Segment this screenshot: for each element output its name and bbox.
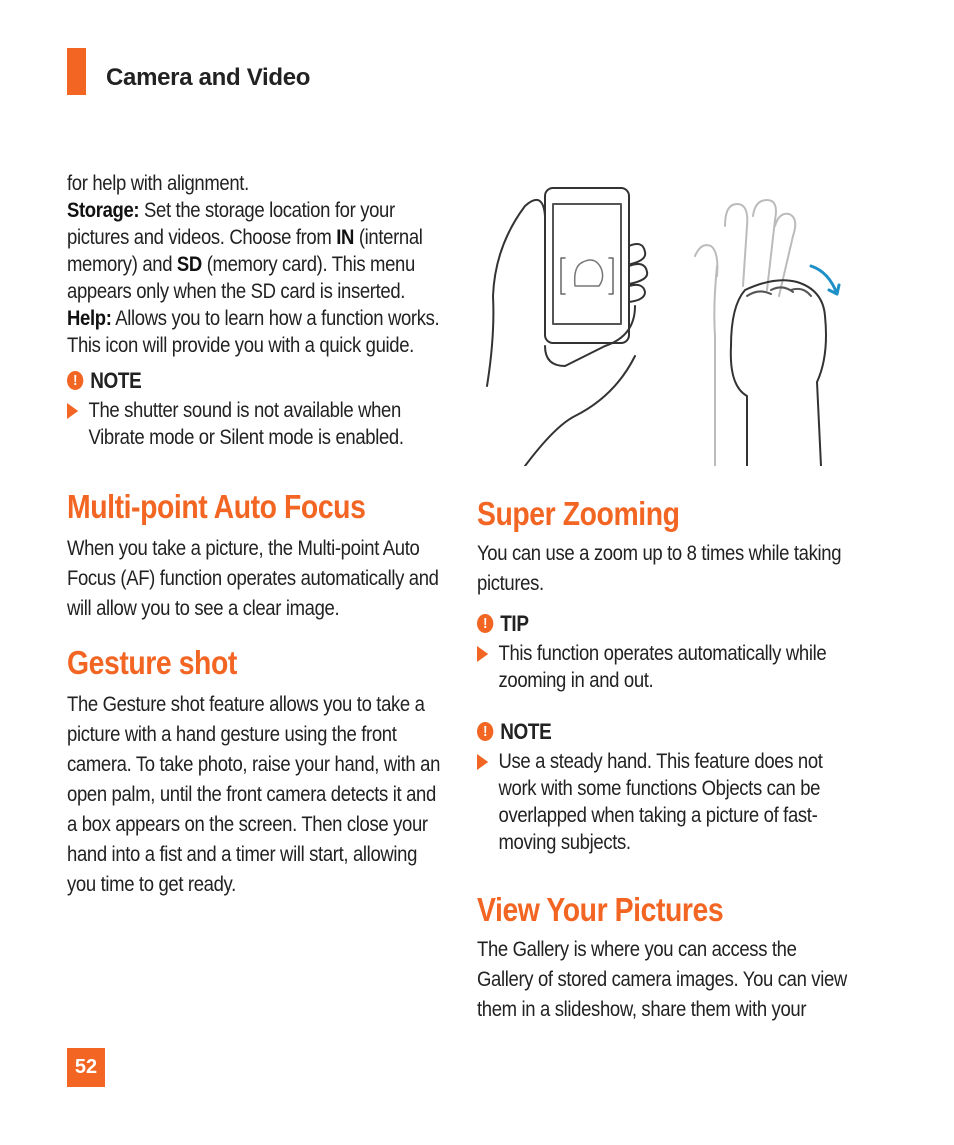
header-accent-bar bbox=[67, 48, 86, 95]
note-title: NOTE bbox=[90, 368, 142, 393]
tip-heading bbox=[477, 610, 855, 637]
note-title-right: NOTE bbox=[500, 719, 552, 744]
bullet-arrow-icon bbox=[477, 754, 488, 770]
storage-label: Storage: bbox=[67, 198, 140, 222]
tip-item bbox=[477, 640, 855, 694]
bullet-arrow-icon bbox=[67, 403, 78, 419]
help-paragraph bbox=[67, 305, 445, 359]
zoom-text: You can use a zoom up to 8 times while taking pictures. bbox=[477, 541, 842, 595]
note-heading bbox=[67, 367, 445, 394]
storage-text-2: (internal memory) and bbox=[67, 225, 423, 276]
note-heading-right bbox=[477, 718, 855, 745]
phone-outline bbox=[545, 188, 629, 343]
storage-text: Set the storage location for your pictures and videos. Choose from bbox=[67, 198, 395, 249]
left-column bbox=[67, 170, 445, 899]
heading-multi-point-af: Multi-point Auto Focus bbox=[67, 488, 366, 525]
exclamation-icon: ! bbox=[477, 722, 493, 741]
storage-sd: SD bbox=[176, 252, 202, 276]
heading-super-zooming: Super Zooming bbox=[477, 495, 680, 532]
maf-text: When you take a picture, the Multi-point Auto Focus (AF) function operates automatically and will allow you to see a clear image. bbox=[67, 536, 439, 620]
page-number: 52 bbox=[67, 1048, 105, 1087]
tip-text: This function operates automatically while zooming in and out. bbox=[498, 641, 827, 692]
heading-view-pictures: View Your Pictures bbox=[477, 891, 724, 928]
storage-in: IN bbox=[336, 225, 355, 249]
heading-gesture-shot: Gesture shot bbox=[67, 644, 237, 681]
exclamation-icon: ! bbox=[67, 371, 83, 390]
note-text-right: Use a steady hand. This feature does not work with some functions Objects can be overlapped when taking a picture of fast-moving subjects. bbox=[498, 749, 823, 854]
view-text: The Gallery is where you can access the Gallery of stored camera images. You can view them in a slideshow, share them with your bbox=[477, 937, 847, 1021]
note-text: The shutter sound is not available when Vibrate mode or Silent mode is enabled. bbox=[88, 398, 404, 449]
note-item bbox=[67, 397, 445, 451]
storage-text-3: (memory card). This menu appears only when the SD card is inserted. bbox=[67, 252, 415, 303]
phone-screen bbox=[553, 204, 621, 324]
section-title: Camera and Video bbox=[106, 64, 311, 91]
bullet-arrow-icon bbox=[477, 646, 488, 662]
note-item-right bbox=[477, 748, 855, 856]
tip-title: TIP bbox=[500, 611, 529, 636]
intro-text: for help with alignment. bbox=[67, 171, 249, 195]
gesture-text: The Gesture shot feature allows you to take a picture with a hand gesture using the front camera. To take photo, raise your hand, with an open palm, until the front camera detects it and a box appears on the screen. Then close your hand into a fist and a timer will start, allowing you time to get ready. bbox=[67, 692, 441, 896]
storage-paragraph bbox=[67, 197, 445, 305]
help-text: Allows you to learn how a function works. This icon will provide you with a quick guide. bbox=[67, 306, 440, 357]
gesture-illustration bbox=[485, 186, 855, 466]
exclamation-icon: ! bbox=[477, 614, 493, 633]
right-column bbox=[477, 494, 855, 1024]
help-label: Help: bbox=[67, 306, 112, 330]
